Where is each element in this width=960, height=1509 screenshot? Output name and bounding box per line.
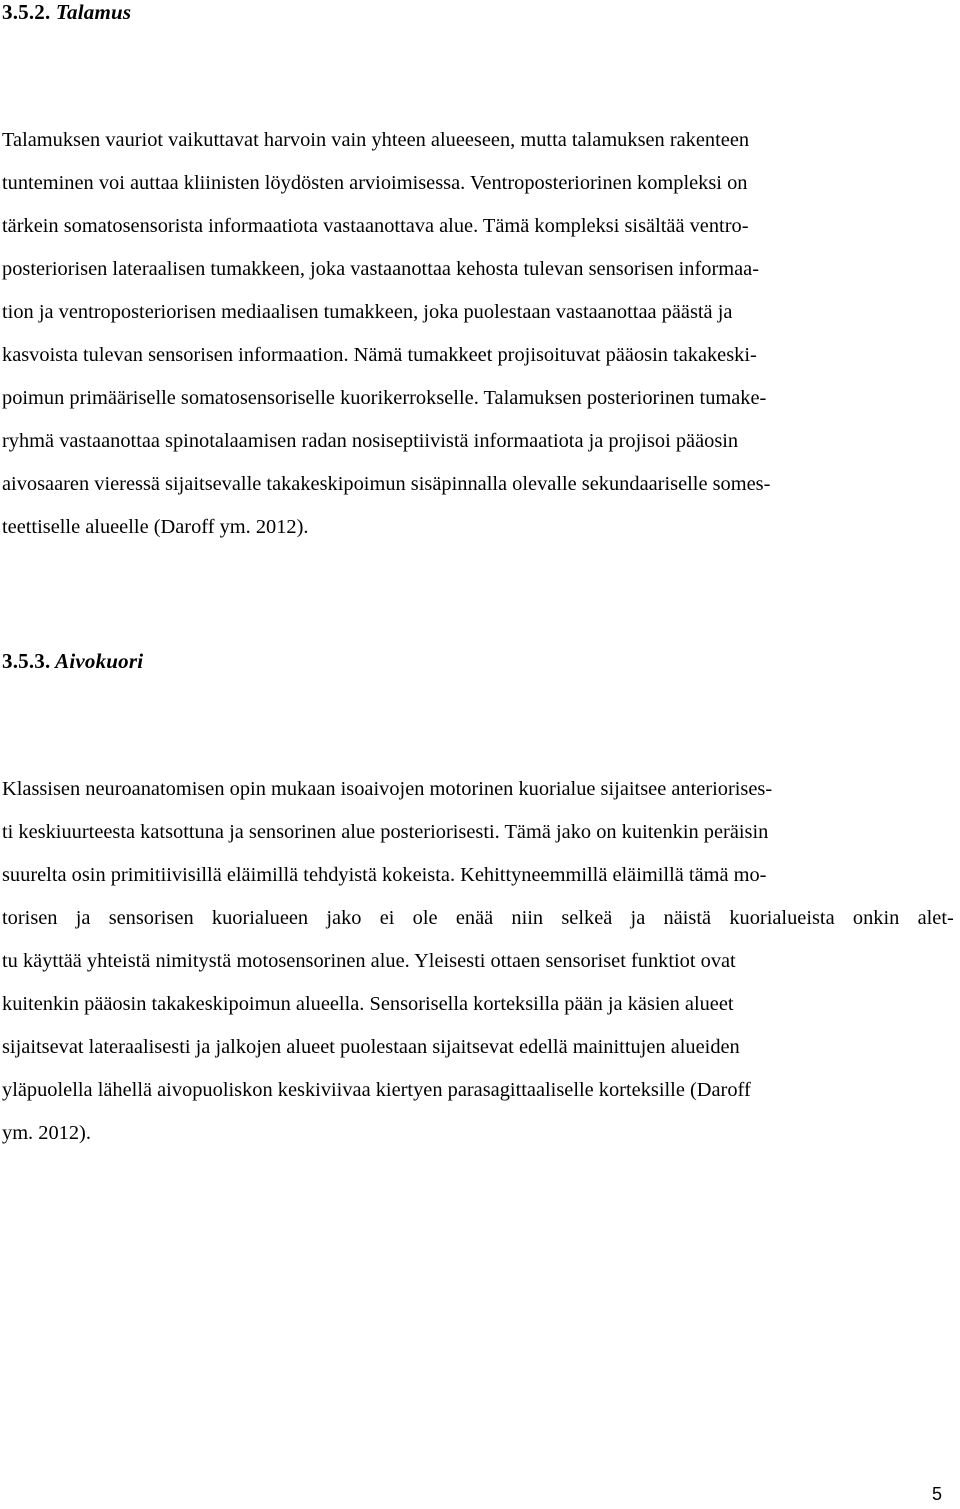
paragraph-line: ryhmä vastaanottaa spinotalaamisen radan nosiseptiivistä informaatiota ja projisoi pääosin bbox=[2, 430, 739, 452]
paragraph-line: ti keskiuurteesta katsottuna ja sensorinen alue posteriorisesti. Tämä jako on kuitenkin peräisin bbox=[2, 821, 769, 843]
paragraph-line: torisen ja sensorisen kuorialueen jako ei ole enää niin selkeä ja näistä kuorialueista onkin alet- bbox=[2, 907, 954, 929]
paragraph-line: tion ja ventroposteriorisen mediaalisen tumakkeen, joka puolestaan vastaanottaa päästä ja bbox=[2, 301, 733, 323]
paragraph-line: tu käyttää yhteistä nimitystä motosensorinen alue. Yleisesti ottaen sensoriset funktiot ovat bbox=[2, 950, 736, 972]
paragraph-line: ym. 2012). bbox=[2, 1122, 91, 1144]
paragraph-talamus bbox=[2, 119, 954, 549]
paragraph-line: kuitenkin pääosin takakeskipoimun alueella. Sensorisella korteksilla pään ja käsien alueet bbox=[2, 993, 734, 1015]
paragraph-line: Klassisen neuroanatomisen opin mukaan isoaivojen motorinen kuorialue sijaitsee anteriorises- bbox=[2, 778, 773, 800]
section-heading-aivokuori bbox=[2, 649, 143, 673]
paragraph-line: kasvoista tulevan sensorisen informaation. Nämä tumakkeet projisoituvat pääosin takakeski- bbox=[2, 344, 757, 366]
paragraph-line: teettiselle alueelle (Daroff ym. 2012). bbox=[2, 516, 309, 538]
page-number: 5 bbox=[932, 1484, 943, 1504]
paragraph-line: sijaitsevat lateraalisesti ja jalkojen alueet puolestaan sijaitsevat edellä mainittujen alueiden bbox=[2, 1036, 740, 1058]
paragraph-line: tärkein somatosensorista informaatiota vastaanottava alue. Tämä kompleksi sisältää ventro- bbox=[2, 215, 749, 237]
paragraph-line: suurelta osin primitiivisillä eläimillä tehdyistä kokeista. Kehittyneemmillä eläimillä tämä mo- bbox=[2, 864, 767, 886]
section-heading-talamus bbox=[2, 0, 131, 24]
paragraph-line: yläpuolella lähellä aivopuoliskon keskiviivaa kiertyen parasagittaaliselle korteksille (Daroff bbox=[2, 1079, 751, 1101]
section-number: 3.5.3. bbox=[2, 649, 51, 673]
paragraph-line: aivosaaren vieressä sijaitsevalle takakeskipoimun sisäpinnalla olevalle sekundaariselle somes- bbox=[2, 473, 771, 495]
paragraph-line: tunteminen voi auttaa kliinisten löydösten arvioimisessa. Ventroposteriorinen kompleksi on bbox=[2, 172, 748, 194]
paragraph-line: Talamuksen vauriot vaikuttavat harvoin vain yhteen alueeseen, mutta talamuksen rakenteen bbox=[2, 129, 750, 151]
section-number: 3.5.2. bbox=[2, 0, 51, 24]
section-title: Talamus bbox=[55, 0, 132, 24]
section-title: Aivokuori bbox=[55, 649, 144, 673]
paragraph-line: poimun primääriselle somatosensoriselle kuorikerrokselle. Talamuksen posteriorinen tumake- bbox=[2, 387, 767, 409]
paragraph-aivokuori bbox=[2, 768, 954, 1155]
paragraph-line: posteriorisen lateraalisen tumakkeen, joka vastaanottaa kehosta tulevan sensorisen informaa- bbox=[2, 258, 760, 280]
